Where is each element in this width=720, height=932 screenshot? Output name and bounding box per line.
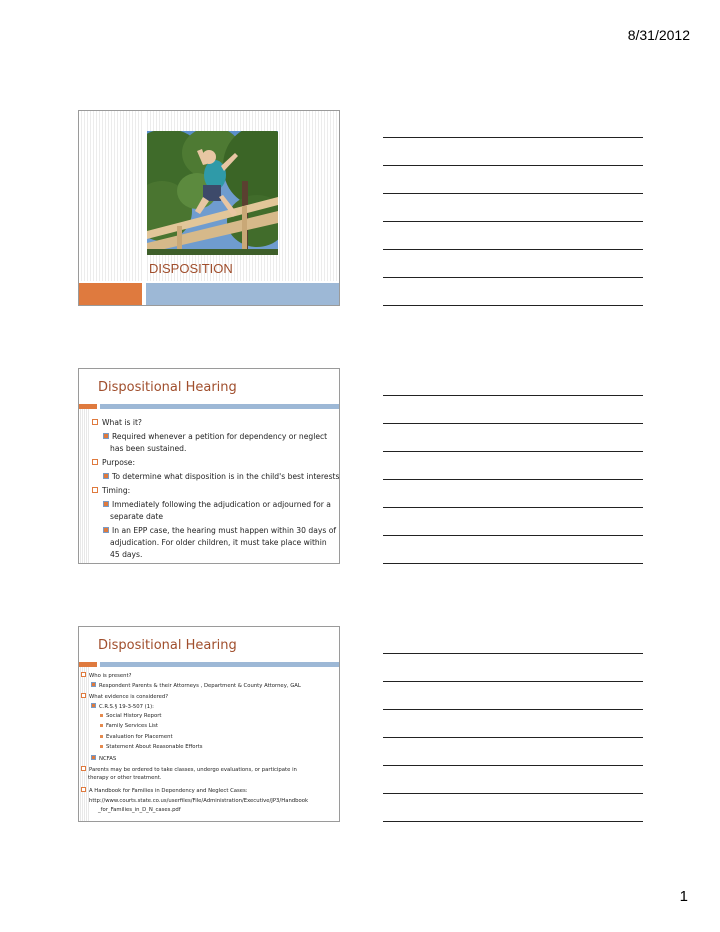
bullet-square-icon [103, 433, 109, 439]
page-number: 1 [679, 888, 688, 905]
bullet-square-icon [81, 787, 86, 792]
bullet-l1-cont: therapy or other treatment. [88, 775, 162, 781]
bullet-l2: In an EPP case, the hearing must happen within 30 days of [103, 526, 336, 535]
note-line [383, 681, 643, 682]
bullet-l3: Family Services List [100, 723, 158, 729]
bullet-l2-cont: 45 days. [110, 550, 143, 559]
bullet-l1: Who is present? [81, 672, 131, 679]
bullet-square-icon [81, 672, 86, 677]
boy-climbing-fence-photo [147, 131, 278, 255]
bullet-square-icon [81, 766, 86, 771]
bullet-l3: Statement About Reasonable Efforts [100, 744, 202, 750]
note-line [383, 305, 643, 306]
note-line [383, 221, 643, 222]
bullet-square-icon [91, 682, 96, 687]
striped-sidebar [79, 409, 90, 563]
bullet-square-icon [100, 735, 103, 738]
blue-accent-bar [146, 283, 339, 305]
bullet-l1: What is it? [92, 418, 142, 427]
bullet-l2: Respondent Parents & their Attorneys , Department & County Attorney, GAL [91, 682, 301, 689]
slide-title: Dispositional Hearing [98, 638, 237, 653]
handbook-url: http://www.courts.state.co.us/userfiles/File/Administration/Executive/JP3/Handbook [89, 798, 309, 804]
note-line [383, 395, 643, 396]
bullet-l2-cont: adjudication. For older children, it must take place within [110, 538, 327, 547]
bullet-square-icon [81, 693, 86, 698]
note-line [383, 451, 643, 452]
bullet-l2: Immediately following the adjudication or adjourned for a [103, 500, 331, 509]
note-line [383, 423, 643, 424]
note-line [383, 137, 643, 138]
print-date: 8/31/2012 [627, 27, 690, 43]
note-line [383, 507, 643, 508]
note-line [383, 793, 643, 794]
note-line [383, 821, 643, 822]
bullet-l2-cont: has been sustained. [110, 444, 187, 453]
slide-3-dispositional-hearing [78, 626, 340, 822]
note-line [383, 193, 643, 194]
blue-accent-bar [100, 404, 339, 409]
note-line [383, 765, 643, 766]
bullet-square-icon [103, 501, 109, 507]
blue-accent-bar [100, 662, 339, 667]
bullet-l1: Parents may be ordered to take classes, undergo evaluations, or participate in [81, 766, 297, 773]
bullet-l2: Required whenever a petition for dependency or neglect [103, 432, 327, 441]
bullet-l1: Purpose: [92, 458, 135, 467]
note-line [383, 535, 643, 536]
bullet-l2-cont: separate date [110, 512, 164, 521]
bullet-square-icon [92, 459, 98, 465]
note-line [383, 479, 643, 480]
bullet-square-icon [92, 487, 98, 493]
bullet-square-icon [100, 745, 103, 748]
bullet-l2: C.R.S.§ 19-3-507 (1): [91, 703, 154, 710]
bullet-l1: A Handbook for Families in Dependency and Neglect Cases: [81, 787, 248, 794]
bullet-l3: Social History Report [100, 713, 161, 719]
bullet-square-icon [91, 703, 96, 708]
bullet-square-icon [91, 755, 96, 760]
note-line [383, 709, 643, 710]
bullet-l1: Timing: [92, 486, 130, 495]
slide-title: DISPOSITION [149, 261, 233, 276]
divider [142, 111, 146, 305]
handbook-url-cont: _for_Families_in_D_N_cases.pdf [98, 807, 181, 813]
note-line [383, 277, 643, 278]
slide-2-dispositional-hearing [78, 368, 340, 564]
bullet-square-icon [103, 527, 109, 533]
bullet-square-icon [103, 473, 109, 479]
note-line [383, 737, 643, 738]
bullet-l3: Evaluation for Placement [100, 734, 173, 740]
note-line [383, 165, 643, 166]
slide-1-title [78, 110, 340, 306]
bullet-l2: To determine what disposition is in the child's best interests [103, 472, 340, 481]
bullet-square-icon [100, 724, 103, 727]
bullet-l1: What evidence is considered? [81, 693, 168, 700]
bullet-l2: NCFAS [91, 755, 116, 762]
orange-accent-bar [79, 283, 142, 305]
slide-title: Dispositional Hearing [98, 380, 237, 395]
bullet-square-icon [100, 714, 103, 717]
note-line [383, 653, 643, 654]
bullet-square-icon [92, 419, 98, 425]
note-line [383, 249, 643, 250]
note-line [383, 563, 643, 564]
